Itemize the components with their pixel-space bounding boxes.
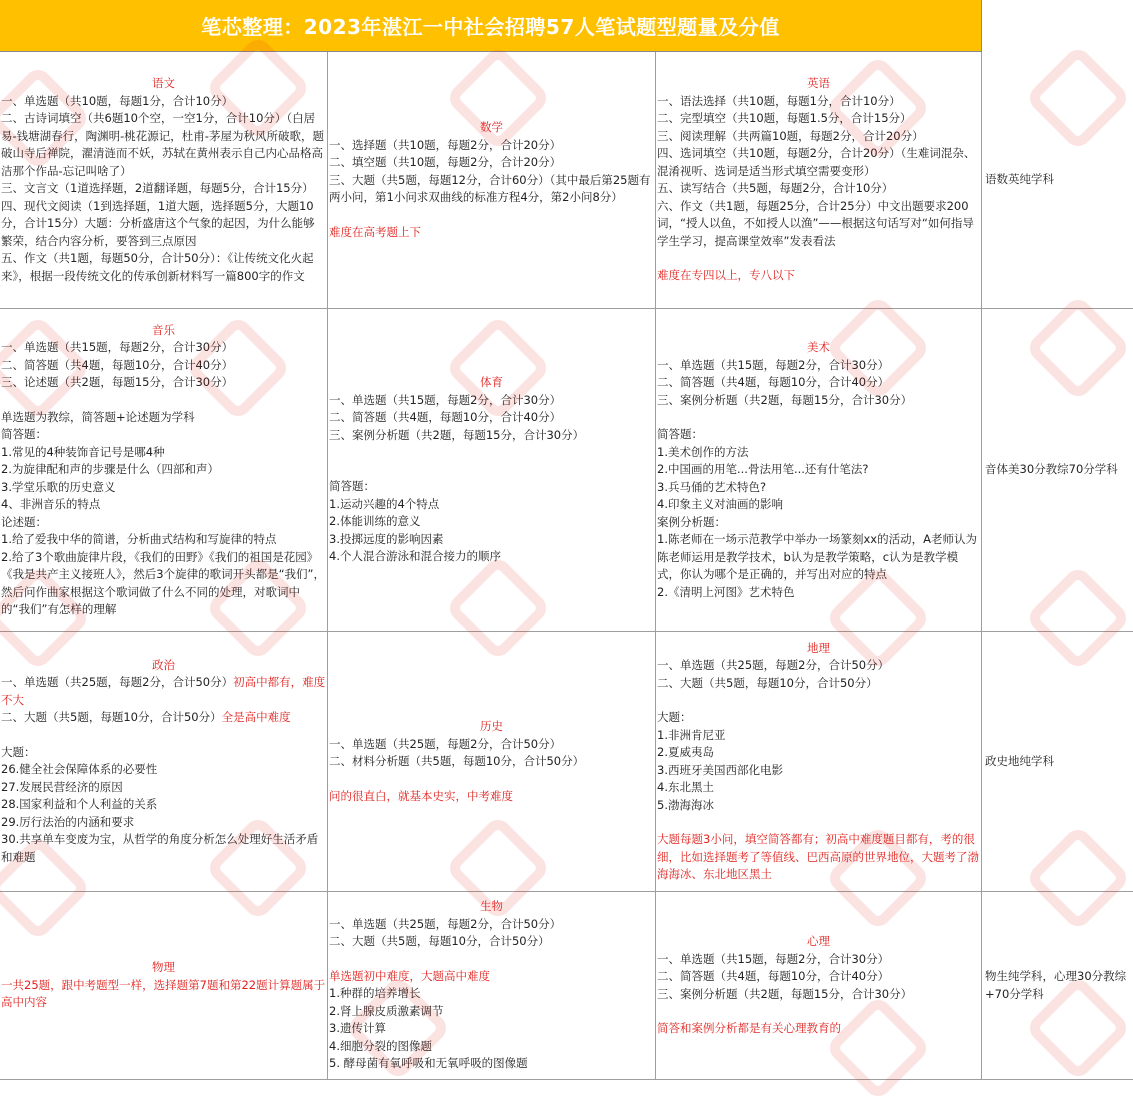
cell-line-text: 5. 酵母菌有氧呼吸和无氧呼吸的图像题 xyxy=(329,1056,528,1071)
cell-line-text: 三、文言文（1道选择题，2道翻译题，每题5分，合计15分） xyxy=(1,181,314,195)
cell-line-text: 26.健全社会保障体系的必要性 xyxy=(1,762,158,777)
cell-line-text: 3.兵马俑的艺术特色? xyxy=(657,479,767,494)
exam-table xyxy=(0,52,1133,1080)
cell-line xyxy=(657,675,980,693)
cell-line-text: 1.给了爱我中华的简谱，分析曲式结构和写旋律的特点 xyxy=(1,532,277,546)
cell-line xyxy=(657,709,980,727)
cell-line xyxy=(329,771,654,788)
cell-line xyxy=(1,674,326,709)
subject-cell xyxy=(328,892,656,1080)
subject-name: 音乐 xyxy=(152,322,175,337)
cell-line xyxy=(657,93,980,111)
cell-line xyxy=(1,549,326,619)
cell-line xyxy=(1,496,326,514)
cell-line xyxy=(657,797,980,815)
cell-line-text: 一、单选题（共10题，每题1分，合计10分） xyxy=(1,93,234,108)
subject-name: 美术 xyxy=(807,340,830,354)
cell-line xyxy=(1,727,326,744)
subject-name: 物理 xyxy=(152,960,175,975)
cell-line-note: 初高中都有，难度不大 xyxy=(1,675,326,707)
cell-line-text: 难度在专四以上，专八以下 xyxy=(657,268,795,283)
cell-line xyxy=(1,180,326,198)
cell-line xyxy=(657,831,980,884)
cell-line xyxy=(329,1020,654,1038)
cell-line xyxy=(657,814,980,831)
cell-line-text: 3.遗传计算 xyxy=(329,1021,386,1036)
subject-cell xyxy=(0,309,328,632)
cell-line-text: 4.东北黑土 xyxy=(657,780,714,794)
cell-line xyxy=(657,951,980,969)
cell-line xyxy=(329,137,654,155)
cell-line xyxy=(329,788,654,806)
cell-line-text: 三、案例分析题（共2题，每题15分，合计30分） xyxy=(657,392,913,407)
cell-line xyxy=(1,461,326,479)
cell-line xyxy=(1,779,326,797)
cell-line xyxy=(1,110,326,180)
cell-line-text: 二、简答题（共4题，每题10分，合计40分） xyxy=(657,969,890,984)
cell-line xyxy=(329,916,654,934)
cell-line xyxy=(1,409,326,427)
cell-line-text: 5.渤海海冰 xyxy=(657,797,714,812)
cell-line-text: 29.厉行法治的内涵和要求 xyxy=(1,814,135,829)
cell-line-text: 一、单选题（共25题，每题2分，合计50分） xyxy=(329,736,562,751)
cell-line xyxy=(329,496,654,514)
subject-name: 数学 xyxy=(480,120,503,134)
cell-line-text: 二、完型填空（共10题，每题1.5分，合计15分） xyxy=(657,111,912,126)
cell-line xyxy=(657,357,980,375)
cell-line-text: 二、大题（共5题，每题10分，合计50分） xyxy=(329,934,550,949)
cell-line-text: 一、单选题（共15题，每题2分，合计30分） xyxy=(657,951,890,966)
cell-line-text: 简答题： xyxy=(657,427,703,441)
cell-line-text: 单选题初中难度，大题高中难度 xyxy=(329,968,490,983)
cell-line-text: 一、单选题（共25题，每题2分，合计50分） xyxy=(329,916,562,931)
cell-line-text: 大题： xyxy=(657,710,692,724)
cell-line-text: 2.中国画的用笔...骨法用笔...还有什笔法? xyxy=(657,462,869,476)
cell-line-text: 大题每题3小问，填空简答都有；初高中难度题目都有，考的很细，比如选择题考了等值线、巴西高原的世界地位，大题考了渤海海冰、东北地区黑土 xyxy=(657,832,979,881)
cell-line xyxy=(657,374,980,392)
cell-line xyxy=(1,977,326,1012)
cell-line xyxy=(1,514,326,532)
cell-line-text: 2.《清明上河图》艺术特色 xyxy=(657,584,795,599)
cell-line xyxy=(329,985,654,1003)
cell-line xyxy=(657,110,980,128)
cell-line-text: 论述题： xyxy=(1,514,47,529)
cell-line xyxy=(329,548,654,566)
cell-line-text: 28.国家利益和个人利益的关系 xyxy=(1,797,158,812)
cell-line xyxy=(657,267,980,285)
cell-line-text: 三、案例分析题（共2题，每题15分，合计30分） xyxy=(657,986,913,1001)
row-note: 音体美30分教综70分学科 xyxy=(982,309,1133,632)
cell-line-text: 二、填空题（共10题，每题2分，合计20分） xyxy=(329,155,562,169)
cell-line-text: 4.细胞分裂的图像题 xyxy=(329,1038,432,1053)
cell-line-text: 三、论述题（共2题，每题15分，合计30分） xyxy=(1,375,234,389)
cell-line xyxy=(657,779,980,797)
cell-line xyxy=(329,427,654,445)
cell-line xyxy=(1,796,326,814)
cell-line-text: 1.常见的4种装饰音记号是哪4种 xyxy=(1,444,165,459)
cell-line xyxy=(1,339,326,357)
cell-line xyxy=(657,531,980,584)
cell-line xyxy=(1,709,326,727)
cell-line xyxy=(657,986,980,1004)
cell-line-text: 三、案例分析题（共2题，每题15分，合计30分） xyxy=(329,427,585,442)
subject-cell xyxy=(328,309,656,632)
cell-line xyxy=(657,657,980,675)
row-note: 政史地纯学科 xyxy=(982,632,1133,892)
subject-cell xyxy=(656,892,982,1080)
cell-line xyxy=(329,207,654,224)
cell-line xyxy=(329,933,654,951)
subject-cell xyxy=(0,892,328,1080)
subject-name: 生物 xyxy=(480,899,503,914)
cell-line-text: 4.印象主义对油画的影响 xyxy=(657,497,783,511)
cell-line-text: 大题： xyxy=(1,744,36,759)
cell-line xyxy=(1,761,326,779)
subject-cell xyxy=(656,632,982,892)
cell-line-text: 一、单选题（共25题，每题2分，合计50分） xyxy=(657,658,890,672)
cell-line-text: 四、现代文阅读（1到选择题，1道大题，选择题5分，大题10分，合计15分）大题：分析盛唐这个气象的起因，为什么能够繁荣，结合内容分析，要答到三点原因 xyxy=(1,198,315,248)
cell-line xyxy=(329,736,654,754)
cell-line xyxy=(1,426,326,444)
subject-name: 英语 xyxy=(807,76,830,91)
cell-line-text: 二、简答题（共4题，每题10分，合计40分） xyxy=(657,375,890,389)
subject-name: 体育 xyxy=(480,375,503,390)
row-note: 物生纯学科，心理30分教综+70分学科 xyxy=(982,892,1133,1080)
cell-line-text: 2.为旋律配和声的步骤是什么（四部和声） xyxy=(1,462,219,476)
cell-line-text: 2.体能训练的意义 xyxy=(329,514,421,529)
subject-cell xyxy=(328,632,656,892)
cell-line-text: 一、语法选择（共10题，每题1分，合计10分） xyxy=(657,93,901,108)
subject-cell xyxy=(328,52,656,309)
cell-line-text: 4、非洲音乐的特点 xyxy=(1,497,101,511)
cell-line-text: 三、阅读理解（共两篇10题，每题2分，合计20分） xyxy=(657,128,924,143)
cell-line xyxy=(657,392,980,410)
cell-line xyxy=(657,692,980,709)
cell-line xyxy=(329,1003,654,1021)
cell-line-text: 二、材料分析题（共5题，每题10分，合计50分） xyxy=(329,754,585,768)
cell-line xyxy=(657,145,980,180)
cell-line xyxy=(657,479,980,497)
subject-name: 政治 xyxy=(152,657,175,672)
cell-line xyxy=(1,392,326,409)
subject-name: 地理 xyxy=(807,640,830,655)
cell-line xyxy=(1,250,326,285)
cell-line xyxy=(329,513,654,531)
subject-cell xyxy=(0,632,328,892)
cell-line xyxy=(657,409,980,426)
cell-line-text: 五、读写结合（共5题，每题2分，合计10分） xyxy=(657,181,894,196)
cell-line xyxy=(657,727,980,745)
cell-line-text: 30.共享单车变废为宝，从哲学的角度分析怎么处理好生活矛盾和难题 xyxy=(1,832,319,864)
cell-line xyxy=(657,180,980,198)
cell-line-text: 3.学堂乐歌的历史意义 xyxy=(1,479,116,494)
cell-line xyxy=(657,584,980,602)
cell-line xyxy=(657,198,980,251)
cell-line-text: 一、单选题（共15题，每题2分，合计30分） xyxy=(1,340,234,354)
cell-line xyxy=(329,172,654,207)
cell-line-text: 1.种群的培养增长 xyxy=(329,986,421,1001)
cell-line xyxy=(329,409,654,427)
cell-line-text: 四、选词填空（共10题，每题2分，合计20分）（生难词混杂、混淆视听、选词是适当形式填空需要变形） xyxy=(657,146,976,178)
cell-line-text: 简答题： xyxy=(1,427,47,441)
cell-line-text: 27.发展民营经济的原因 xyxy=(1,779,123,794)
cell-line xyxy=(1,374,326,392)
cell-line xyxy=(657,1003,980,1020)
cell-line xyxy=(329,753,654,771)
cell-line-text: 2.给了3个歌曲旋律片段，《我们的田野》《我们的祖国是花园》《我是共产主义接班人》，然后3个旋律的歌词开头都是“我们”，然后问作曲家根据这个歌词做了什么不同的处理，对歌词中的“我们”有怎样的理解 xyxy=(1,549,325,616)
cell-line xyxy=(1,744,326,762)
cell-line-note: 全是高中难度 xyxy=(221,710,291,725)
cell-line-text: 1.运动兴趣的4个特点 xyxy=(329,496,440,511)
cell-line-text: 3.投掷远度的影响因素 xyxy=(329,531,444,546)
cell-line-text: 简答题： xyxy=(329,479,375,494)
cell-line xyxy=(1,479,326,497)
page-title: 笔芯整理：2023年湛江一中社会招聘57人笔试题型题量及分值 xyxy=(0,0,982,52)
cell-line xyxy=(329,1055,654,1073)
cell-line xyxy=(657,250,980,267)
subject-cell xyxy=(656,309,982,632)
cell-line xyxy=(1,444,326,462)
cell-line-text: 难度在高考题上下 xyxy=(329,224,421,239)
cell-line-text: 二、大题（共5题，每题10分，合计50分） xyxy=(1,710,222,725)
cell-line xyxy=(1,814,326,832)
cell-line xyxy=(657,968,980,986)
cell-line-text: 3.西班牙美国西部化电影 xyxy=(657,762,783,777)
cell-line xyxy=(329,154,654,172)
cell-line-text: 一、单选题（共15题，每题2分，合计30分） xyxy=(329,392,562,407)
cell-line-text: 二、简答题（共4题，每题10分，合计40分） xyxy=(329,410,562,425)
cell-line-text: 五、作文（共1题，每题50分，合计50分）：《让传统文化火起来》，根据一段传统文化的传承创新材料写一篇800字的作文 xyxy=(1,251,314,283)
cell-line-text: 1.美术创作的方法 xyxy=(657,444,749,459)
cell-line-text: 单选题为教综，简答题+论述题为学科 xyxy=(1,409,195,424)
cell-line-text: 一、单选题（共25题，每题2分，合计50分） xyxy=(1,675,234,690)
subject-cell xyxy=(656,52,982,309)
cell-line-text: 案例分析题： xyxy=(657,514,726,529)
cell-line xyxy=(657,128,980,146)
cell-line-text: 一、单选题（共15题，每题2分，合计30分） xyxy=(657,357,890,372)
cell-line-text: 二、简答题（共4题，每题10分，合计40分） xyxy=(1,357,234,372)
cell-line-text: 二、大题（共5题，每题10分，合计50分） xyxy=(657,675,878,690)
cell-line xyxy=(329,392,654,410)
cell-line xyxy=(1,357,326,375)
cell-line xyxy=(329,224,654,242)
cell-line xyxy=(1,93,326,111)
cell-line xyxy=(1,531,326,549)
cell-line-text: 六、作文（共1题，每题25分，合计25分）中文出题要求200词，“授人以鱼，不如授人以渔”——根据这句话写对“如何指导学生学习，提高课堂效率”发表看法 xyxy=(657,198,974,248)
cell-line xyxy=(1,198,326,251)
cell-line xyxy=(657,514,980,532)
row-note: 语数英纯学科 xyxy=(982,52,1133,309)
cell-line xyxy=(329,951,654,968)
subject-cell xyxy=(0,52,328,309)
cell-line-text: 二、古诗词填空（共6题10个空，一空1分，合计10分）（白居易-钱塘湖春行，陶渊明-桃花源记，杜甫-茅屋为秋风所破歌，题破山寺后禅院，濯清涟而不妖，苏轼在黄州表示自己内心品格高洁那个作品-忘记叫啥了） xyxy=(1,111,324,178)
cell-line-text: 2.夏威夷岛 xyxy=(657,745,714,759)
subject-name: 心理 xyxy=(807,934,830,949)
cell-line-text: 2.肾上腺皮质激素调节 xyxy=(329,1003,444,1018)
cell-line-text: 问的很直白，就基本史实，中考难度 xyxy=(329,788,513,803)
cell-line xyxy=(329,444,654,461)
cell-line xyxy=(329,531,654,549)
cell-line xyxy=(657,1020,980,1038)
cell-line xyxy=(657,496,980,514)
cell-line xyxy=(1,831,326,866)
subject-name: 语文 xyxy=(152,76,175,90)
cell-line-text: 4.个人混合游泳和混合接力的顺序 xyxy=(329,549,501,564)
cell-line xyxy=(329,1038,654,1056)
cell-line-text: 一、选择题（共10题，每题2分，合计20分） xyxy=(329,137,562,152)
cell-line xyxy=(657,444,980,462)
cell-line-text: 三、大题（共5题，每题12分，合计60分）（其中最后第25题有两小问，第1小问求双曲线的标准方程4分，第2小问8分） xyxy=(329,172,651,204)
cell-line-text: 1.非洲肯尼亚 xyxy=(657,727,726,742)
cell-line xyxy=(657,762,980,780)
cell-line xyxy=(329,461,654,478)
cell-line-text: 1.陈老师在一场示范教学中举办一场篆刻xx的活动，A老师认为陈老师运用是教学技术，b认为是教学策略，c认为是教学模式，你认为哪个是正确的，并写出对应的特点 xyxy=(657,532,977,581)
subject-name: 历史 xyxy=(480,719,503,733)
cell-line xyxy=(329,478,654,496)
cell-line xyxy=(657,744,980,762)
cell-line xyxy=(329,968,654,986)
cell-line xyxy=(657,426,980,444)
cell-line-text: 简答和案例分析都是有关心理教育的 xyxy=(657,1021,841,1036)
cell-line xyxy=(657,461,980,479)
cell-line-text: 一共25题，跟中考题型一样，选择题第7题和第22题计算题属于高中内容 xyxy=(1,977,326,1010)
